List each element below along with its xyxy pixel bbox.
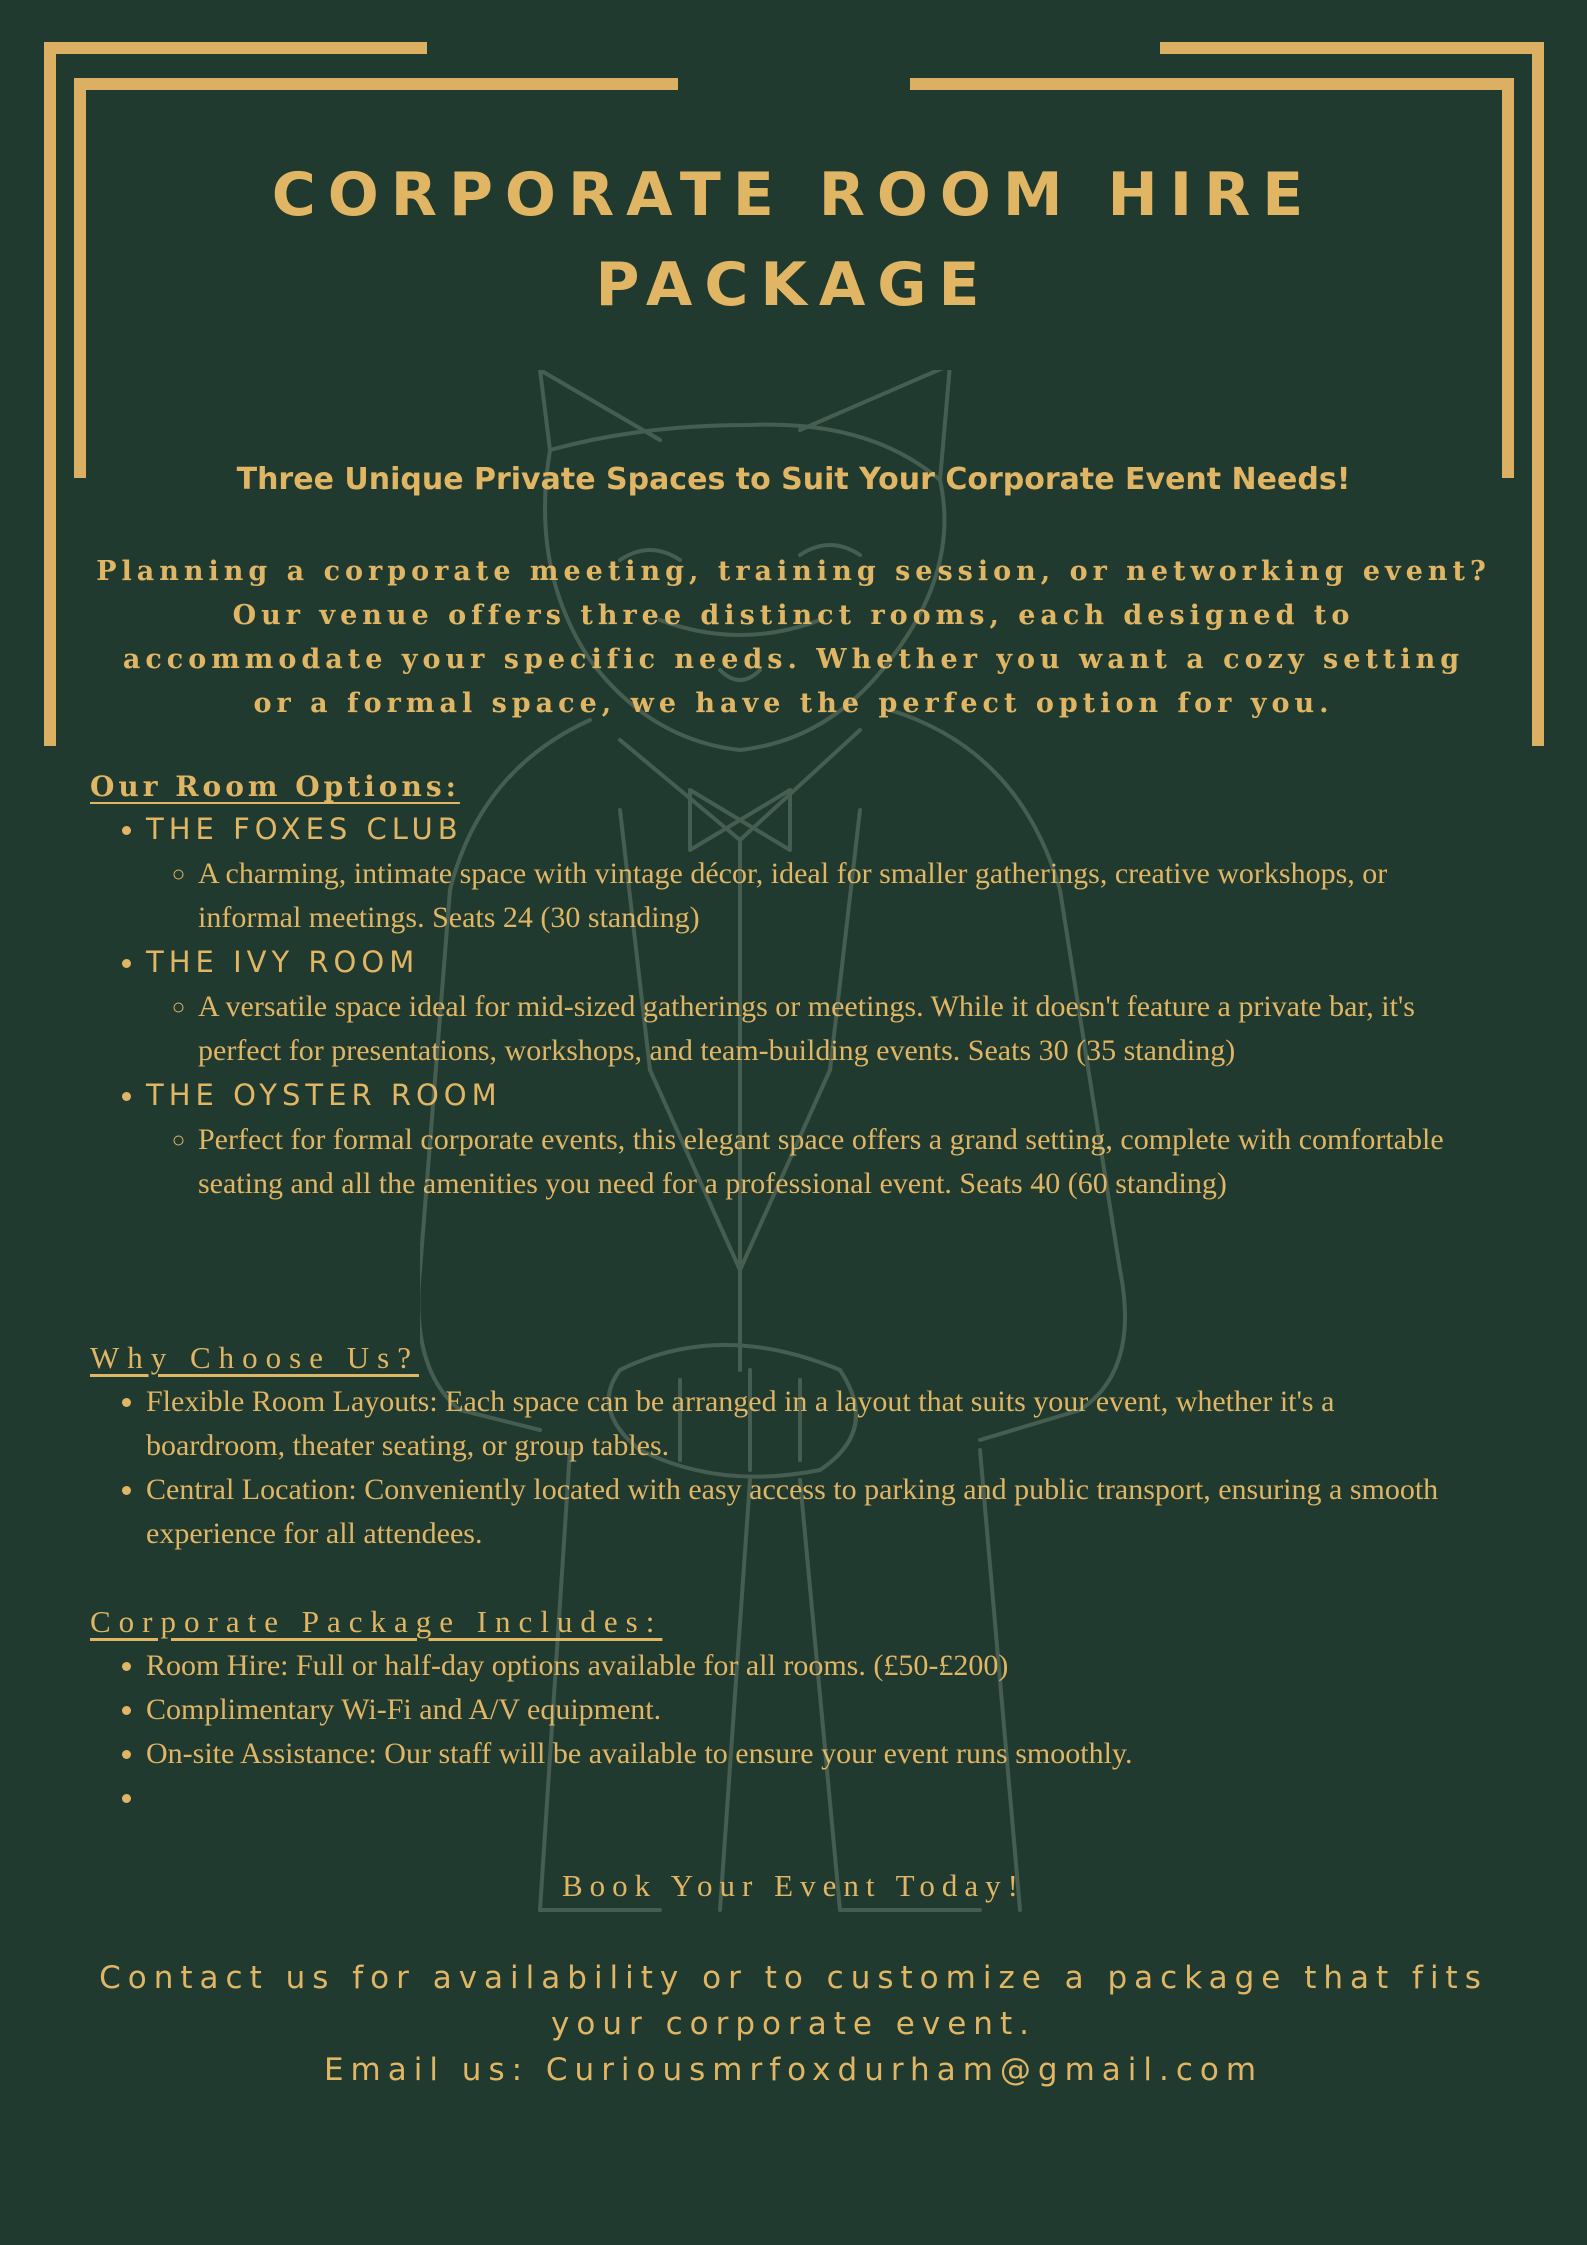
email-link[interactable]: Email us: Curiousmrfoxdurham@gmail.com <box>323 2052 1264 2088</box>
list-item-empty <box>146 1776 1477 1820</box>
contact-text: Contact us for availability or to customize a package that fits your corporate event. <box>99 1960 1488 2042</box>
contact-block <box>80 1955 1507 2093</box>
why-choose-heading: Why Choose Us? <box>90 1340 419 1375</box>
frame-inner-right-top <box>910 78 1514 90</box>
room-item <box>146 807 1477 940</box>
room-description: ◦ A versatile space ideal for mid-sized gatherings or meetings. While it doesn't feature a private bar, it's perfect for presentations, workshops, and team-building events. Seats 30 (35 standing) <box>198 985 1477 1073</box>
room-name: THE IVY ROOM <box>146 945 420 979</box>
list-item: • Central Location: Conveniently located with easy access to parking and public transport, ensuring a smooth experience for all attendees. <box>146 1468 1477 1556</box>
room-options-section <box>90 770 1477 1206</box>
room-list <box>90 807 1477 1206</box>
frame-outer-right-top <box>1160 42 1544 54</box>
room-description: ◦ Perfect for formal corporate events, this elegant space offers a grand setting, complete with comfortable seating and all the amenities you need for a professional event. Seats 40 (60 standing) <box>198 1118 1477 1206</box>
book-heading: Book Your Event Today! <box>562 1868 1025 1903</box>
intro-paragraph: Planning a corporate meeting, training session, or networking event? Our venue offers three distinct rooms, each designed to accommodate your specific needs. Whether you want a cozy setting or a formal space, we have the perfect option for you. <box>96 556 1491 719</box>
list-item: • Flexible Room Layouts: Each space can be arranged in a layout that suits your event, whether it's a boardroom, theater seating, or group tables. <box>146 1380 1477 1468</box>
room-item <box>146 940 1477 1073</box>
why-choose-section <box>90 1340 1477 1556</box>
package-heading: Corporate Package Includes: <box>90 1604 663 1639</box>
room-description: ◦ A charming, intimate space with vintage décor, ideal for smaller gatherings, creative workshops, or informal meetings. Seats 24 (30 standing) <box>198 852 1477 940</box>
room-name: THE OYSTER ROOM <box>146 1078 502 1112</box>
frame-outer-left-top <box>44 42 427 54</box>
frame-outer-right-side <box>1532 42 1544 746</box>
package-section <box>90 1604 1477 1820</box>
frame-outer-left-side <box>44 42 56 746</box>
room-item <box>146 1073 1477 1206</box>
subtitle: Three Unique Private Spaces to Suit Your Corporate Event Needs! <box>236 462 1351 497</box>
list-item: • On-site Assistance: Our staff will be available to ensure your event runs smoothly. <box>146 1732 1477 1776</box>
room-options-heading: Our Room Options: <box>90 770 460 803</box>
frame-inner-left-top <box>74 78 678 90</box>
page-title: CORPORATE ROOM HIRE PACKAGE <box>271 160 1316 320</box>
list-item: • Room Hire: Full or half-day options available for all rooms. (£50-£200) <box>146 1644 1477 1688</box>
frame-inner-right-side <box>1502 78 1514 478</box>
frame-inner-left-side <box>74 78 86 478</box>
room-name: THE FOXES CLUB <box>146 812 463 846</box>
list-item: • Complimentary Wi-Fi and A/V equipment. <box>146 1688 1477 1732</box>
